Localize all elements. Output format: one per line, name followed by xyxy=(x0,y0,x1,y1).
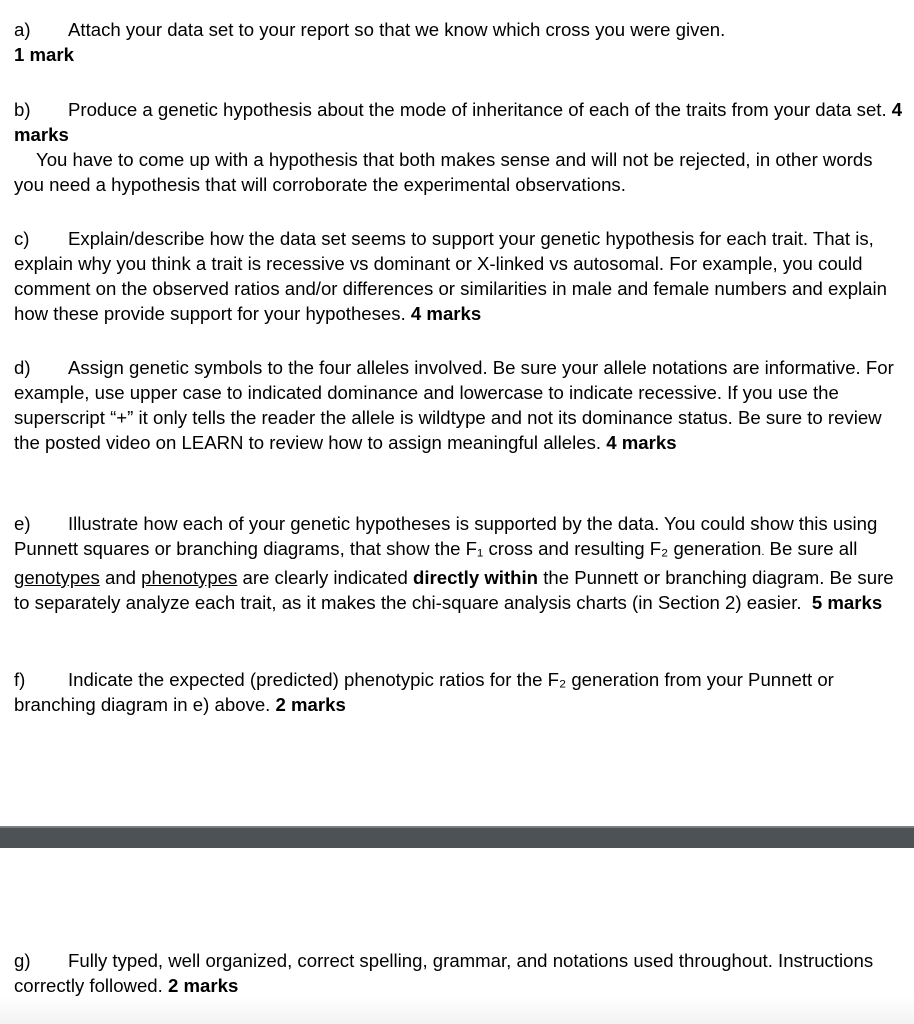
question-g xyxy=(14,948,904,998)
question-b xyxy=(14,97,904,147)
question-e-text-2: Be sure all xyxy=(764,538,858,559)
question-g-marks: 2 marks xyxy=(167,975,239,996)
question-a-text: Attach your data set to your report so that we know which cross you were given. xyxy=(68,19,726,40)
question-e-text-1: Illustrate how each of your genetic hypotheses is supported by the data. You could show this using Punnett squares or branching diagrams, that show the F₁ cross and resulting F₂ generation xyxy=(14,513,878,559)
question-c-marks: 4 marks xyxy=(410,303,482,324)
question-e-stray-dot: . xyxy=(761,546,765,558)
page-break-divider xyxy=(0,828,914,848)
question-a-marks: 1 mark xyxy=(14,44,74,65)
question-g-text: Fully typed, well organized, correct spelling, grammar, and notations used throughout. Instructions correctly followed. xyxy=(14,950,874,996)
question-e-text-3: are clearly indicated xyxy=(237,567,414,588)
question-a-label: a) xyxy=(14,19,31,40)
question-f-marks: 2 marks xyxy=(275,694,346,715)
question-c-text: Explain/describe how the data set seems to support your genetic hypothesis for each trait. That is, explain why you think a trait is recessive vs dominant or X-linked vs autosomal. For example, you could comment on the observed ratios and/or differences or similarities in male and female numbers and explain how these provide support for your hypotheses. xyxy=(14,228,887,324)
question-c xyxy=(14,226,904,326)
question-g-label: g) xyxy=(14,950,31,971)
question-d xyxy=(14,355,904,455)
question-e-text-4: the Punnett or branching diagram. Be sure to separately analyze each trait, as it makes the chi-square analysis charts (in Section 2) easier. xyxy=(14,567,894,613)
question-f-label: f) xyxy=(14,669,26,690)
question-d-marks: 4 marks xyxy=(606,432,677,453)
phenotypes-word: phenotypes xyxy=(141,567,238,588)
question-e-marks: 5 marks xyxy=(811,592,883,613)
directly-within-emphasis: directly within xyxy=(413,567,539,588)
question-e-label: e) xyxy=(14,513,31,534)
question-b-text: Produce a genetic hypothesis about the mode of inheritance of each of the traits from your data set. xyxy=(68,99,887,120)
question-e-and: and xyxy=(99,567,142,588)
question-b-note: You have to come up with a hypothesis that both makes sense and will not be rejected, in other words you need a hypothesis that will corroborate the experimental observations. xyxy=(14,149,873,195)
question-e xyxy=(14,511,904,615)
question-b-marks: 4 marks xyxy=(14,99,903,145)
genotypes-word: genotypes xyxy=(14,567,100,588)
question-f xyxy=(14,667,904,717)
question-d-text: Assign genetic symbols to the four alleles involved. Be sure your allele notations are informative. For example, use upper case to indicated dominance and lowercase to indicate recessive. If you use the superscript “+” it only tells the reader the allele is wildtype and not its dominance status. Be sure to review the posted video on LEARN to review how to assign meaningful alleles. xyxy=(14,357,894,453)
question-c-label: c) xyxy=(14,228,30,249)
page-bottom-fade xyxy=(0,996,914,1024)
question-d-label: d) xyxy=(14,357,31,378)
question-f-text: Indicate the expected (predicted) phenotypic ratios for the F₂ generation from your Punnett or branching diagram in e) above. xyxy=(14,669,834,715)
question-b-label: b) xyxy=(14,99,31,120)
question-a xyxy=(14,17,904,67)
